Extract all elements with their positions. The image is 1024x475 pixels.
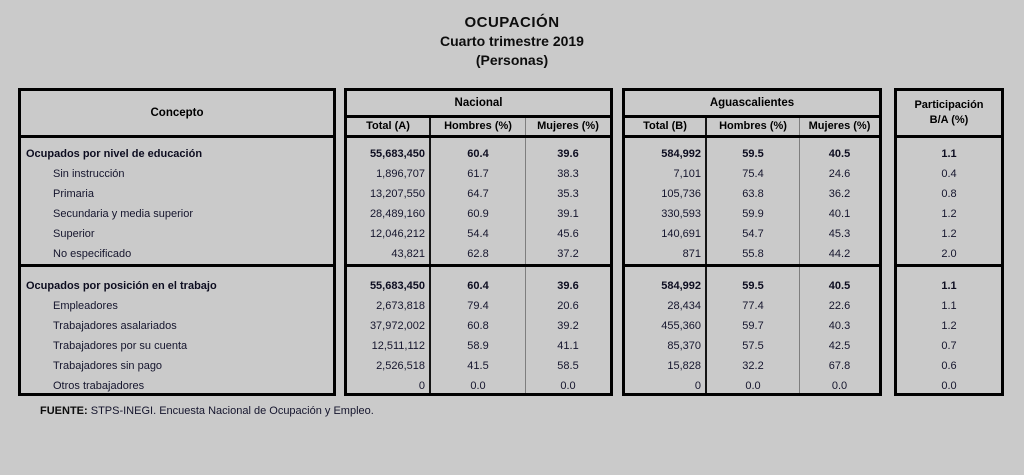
source-label: FUENTE: [40,405,88,417]
nacional-cell: 41.5 [467,360,489,372]
aguascalientes-column-1 [707,267,800,393]
aguascalientes-cell: 584,992 [661,148,701,160]
aguascalientes-column-2 [800,138,879,264]
aguascalientes-cell: 54.7 [742,228,764,240]
aguascalientes-section-education [625,138,879,264]
aguascalientes-cell: 140,691 [661,228,701,240]
aguascalientes-cell: 40.1 [828,208,851,220]
aguascalientes-cell: 40.5 [828,280,851,292]
nacional-column-0 [347,138,431,264]
aguascalientes-cell: 871 [682,248,701,260]
aguascalientes-cell: 455,360 [661,320,701,332]
aguascalientes-cell: 59.9 [742,208,764,220]
participacion-cell: 0.8 [941,188,957,200]
aguascalientes-cell: 28,434 [667,300,701,312]
nacional-column-0 [347,267,431,393]
participacion-cell: 1.2 [941,208,957,220]
nacional-cell: 12,511,112 [371,340,425,352]
nacional-cell: 39.2 [557,320,579,332]
aguascalientes-cell: 330,593 [661,208,701,220]
aguascalientes-cell: 7,101 [673,168,701,180]
row-label: Ocupados por posición en el trabajo [26,280,217,292]
nacional-cell: 13,207,550 [369,188,425,200]
nacional-cell: 58.5 [557,360,579,372]
nacional-cell: 54.4 [467,228,489,240]
aguascalientes-column-2 [800,267,879,393]
participacion-header [897,91,1001,138]
concepto-section-education [21,138,333,264]
source-text: STPS-INEGI. Encuesta Nacional de Ocupación y Empleo. [90,405,374,417]
nacional-subheader-row [347,118,610,138]
nacional-cell: 0.0 [560,380,576,392]
nacional-cell: 55,683,450 [369,280,425,292]
row-label: Secundaria y media superior [53,208,194,220]
nacional-cell: 1,896,707 [376,168,425,180]
aguascalientes-cell: 57.5 [742,340,764,352]
nacional-section-education [347,138,610,264]
nacional-cell: 79.4 [467,300,489,312]
row-label: Sin instrucción [53,168,125,180]
nacional-cell: 62.8 [467,248,489,260]
aguascalientes-cell: 63.8 [742,188,764,200]
row-label: Trabajadores por su cuenta [53,340,188,352]
report-subtitle-unit: (Personas) [475,52,549,68]
aguascalientes-column-0 [625,267,707,393]
concepto-section-position [21,264,333,393]
row-label: Superior [53,228,95,240]
source-note [40,405,374,417]
aguascalientes-cell: 59.7 [742,320,764,332]
aguascalientes-cell: 75.4 [742,168,764,180]
aguascalientes-cell: 44.2 [828,248,851,260]
aguascalientes-section-position [625,264,879,393]
row-label: No especificado [53,248,132,260]
nacional-cell: 60.8 [467,320,489,332]
nacional-group-header: Nacional [347,91,610,118]
nacional-cell: 39.6 [557,280,579,292]
nacional-cell: 58.9 [467,340,489,352]
participacion-cell: 1.1 [941,148,957,160]
nacional-cell: 60.4 [467,280,489,292]
participacion-section-position [897,264,1001,393]
participacion-panel [894,88,1004,396]
nacional-cell: 28,489,160 [369,208,425,220]
nacional-column-1 [431,138,526,264]
participacion-cell: 1.1 [941,280,957,292]
row-label: Empleadores [53,300,118,312]
concepto-header: Concepto [21,91,333,138]
report-title: OCUPACIÓN [464,14,560,31]
aguascalientes-subheader-row [625,118,879,138]
report-subtitle-period: Cuarto trimestre 2019 [440,33,584,49]
nacional-column-2 [526,138,610,264]
aguascalientes-group-header: Aguascalientes [625,91,879,118]
aguascalientes-col-total: Total (B) [625,118,707,135]
nacional-cell: 39.1 [557,208,579,220]
aguascalientes-cell: 0.0 [745,380,761,392]
nacional-cell: 39.6 [557,148,579,160]
aguascalientes-cell: 59.5 [742,280,764,292]
nacional-column-2 [526,267,610,393]
row-label: Otros trabajadores [53,380,145,392]
aguascalientes-col-hombres: Hombres (%) [707,118,800,135]
nacional-panel [344,88,613,396]
nacional-cell: 64.7 [467,188,489,200]
nacional-cell: 60.9 [467,208,489,220]
nacional-cell: 41.1 [557,340,579,352]
row-label: Ocupados por nivel de educación [26,148,203,160]
participacion-cell: 0.6 [941,360,957,372]
aguascalientes-cell: 67.8 [828,360,851,372]
nacional-cell: 37,972,002 [369,320,425,332]
nacional-cell: 12,046,212 [369,228,425,240]
participacion-cell: 2.0 [941,248,957,260]
aguascalientes-column-1 [707,138,800,264]
aguascalientes-cell: 55.8 [742,248,764,260]
participacion-cell: 0.7 [941,340,957,352]
participacion-cell: 1.2 [941,228,957,240]
aguascalientes-cell: 36.2 [828,188,851,200]
nacional-cell: 55,683,450 [369,148,425,160]
nacional-cell: 2,526,518 [376,360,425,372]
nacional-cell: 60.4 [467,148,489,160]
nacional-cell: 43,821 [391,248,425,260]
nacional-col-total: Total (A) [347,118,431,135]
nacional-col-hombres: Hombres (%) [431,118,526,135]
nacional-cell: 45.6 [557,228,579,240]
row-label: Trabajadores asalariados [53,320,177,332]
aguascalientes-column-0 [625,138,707,264]
participacion-cell: 1.2 [941,320,957,332]
aguascalientes-cell: 584,992 [661,280,701,292]
aguascalientes-cell: 22.6 [828,300,851,312]
row-label: Primaria [53,188,94,200]
nacional-cell: 0.0 [470,380,486,392]
aguascalientes-cell: 40.3 [828,320,851,332]
report-title-block [0,13,1024,70]
aguascalientes-cell: 105,736 [661,188,701,200]
nacional-cell: 61.7 [467,168,489,180]
aguascalientes-panel [622,88,882,396]
aguascalientes-cell: 85,370 [667,340,701,352]
nacional-cell: 2,673,818 [376,300,425,312]
nacional-section-position [347,264,610,393]
participacion-cell: 1.1 [941,300,957,312]
aguascalientes-cell: 40.5 [828,148,851,160]
concepto-panel [18,88,336,396]
aguascalientes-cell: 15,828 [667,360,701,372]
aguascalientes-cell: 0 [694,380,701,392]
occupation-table [18,88,1004,396]
aguascalientes-cell: 77.4 [742,300,764,312]
participacion-cell: 0.0 [941,380,957,392]
aguascalientes-cell: 0.0 [831,380,848,392]
nacional-column-1 [431,267,526,393]
aguascalientes-col-mujeres: Mujeres (%) [808,120,871,132]
aguascalientes-cell: 32.2 [742,360,764,372]
aguascalientes-cell: 42.5 [828,340,851,352]
participacion-header-line2: B/A (%) [929,114,969,126]
nacional-cell: 38.3 [557,168,579,180]
participacion-section-education [897,138,1001,264]
participacion-header-line1: Participación [914,99,984,111]
aguascalientes-cell: 45.3 [828,228,851,240]
aguascalientes-cell: 59.5 [742,148,764,160]
row-label: Trabajadores sin pago [53,360,163,372]
aguascalientes-cell: 24.6 [828,168,851,180]
nacional-col-mujeres: Mujeres (%) [537,120,599,132]
nacional-cell: 35.3 [557,188,579,200]
nacional-cell: 0 [418,380,425,392]
nacional-cell: 20.6 [557,300,579,312]
nacional-cell: 37.2 [557,248,579,260]
participacion-cell: 0.4 [941,168,957,180]
